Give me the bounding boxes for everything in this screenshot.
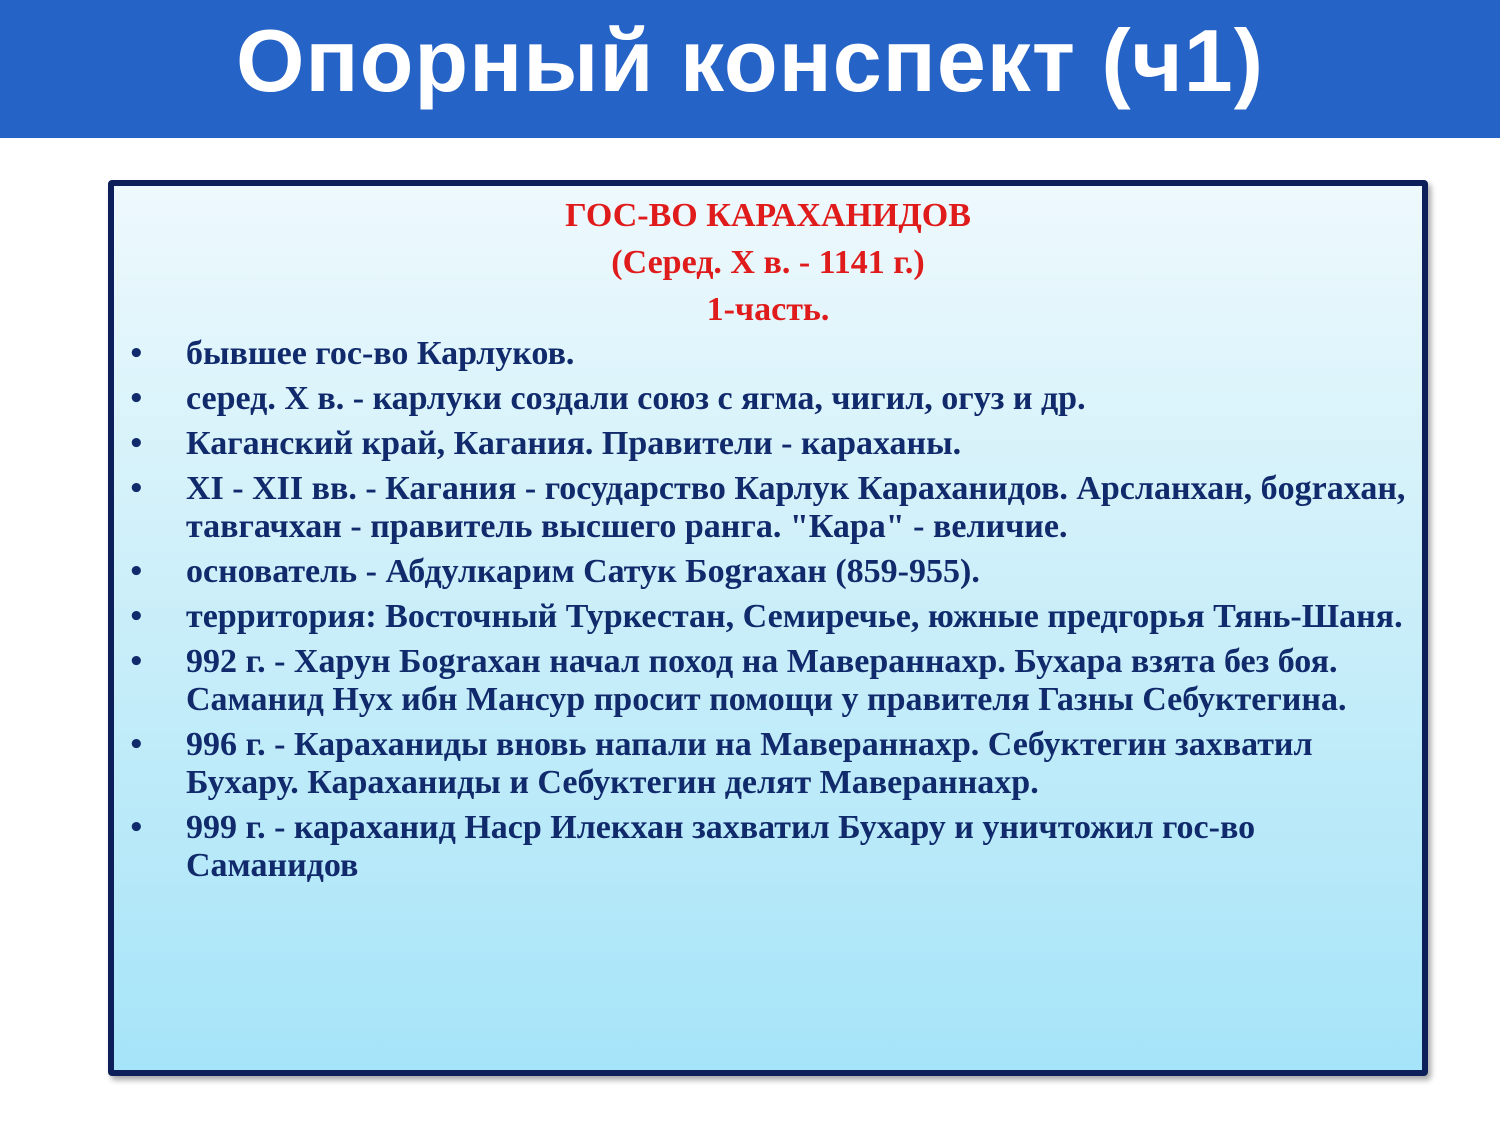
title-bar (0, 0, 1500, 138)
content-period: (Серед. Х в. - 1141 г.) (611, 244, 925, 281)
slide-title: Опорный конспект (ч1) (235, 11, 1264, 110)
bullet-icon: • (128, 429, 145, 459)
list-item-text: 999 г. - караханид Наср Илекхан захватил Бухару и уничтожил гос-во Саманидов (186, 809, 1256, 884)
content-box (108, 180, 1428, 1076)
bullet-icon: • (128, 813, 145, 843)
list-item (114, 598, 1422, 636)
list-item (114, 643, 1422, 719)
list-item (114, 380, 1422, 418)
list-item (114, 553, 1422, 591)
list-item-text: XI - XII вв. - Кагания - государство Карлук Караханидов. Арсланхан, бograхан, тавгачхан - правитель высшего ранга. "Кара" - величие. (186, 470, 1406, 545)
list-item (114, 335, 1422, 373)
list-item (114, 726, 1422, 802)
list-item (114, 425, 1422, 463)
facts-list (114, 335, 1422, 885)
bullet-icon: • (128, 557, 145, 587)
list-item-text: основатель - Абдулкарим Сатук Боgraхан (859-955). (186, 553, 980, 590)
bullet-icon: • (128, 474, 145, 504)
content-heading: ГОС-ВО КАРАХАНИДОВ (565, 197, 971, 234)
bullet-icon: • (128, 647, 145, 677)
list-item-text: бывшее гос-во Карлуков. (186, 335, 575, 372)
list-item-text: 992 г. - Харун Боgraхан начал поход на Мавераннахр. Бухара взята без боя. Саманид Нух ибн Мансур просит помощи у правителя Газны Себуктегина. (186, 643, 1347, 718)
list-item-text: серед. Х в. - карлуки создали союз с ягма, чигил, огуз и др. (186, 380, 1086, 417)
list-item (114, 809, 1422, 885)
list-item-text: 996 г. - Караханиды вновь напали на Мавераннахр. Себуктегин захватил Бухару. Караханиды и Себуктегин делят Мавераннахр. (186, 726, 1313, 801)
bullet-icon: • (128, 602, 145, 632)
bullet-icon: • (128, 384, 145, 414)
list-item-text: территория: Восточный Туркестан, Семиречье, южные предгорья Тянь-Шаня. (186, 598, 1403, 635)
list-item (114, 470, 1422, 546)
content-part: 1-часть. (706, 291, 830, 328)
bullet-icon: • (128, 339, 145, 369)
list-item-text: Каганский край, Кагания. Правители - караханы. (186, 425, 962, 462)
bullet-icon: • (128, 730, 145, 760)
